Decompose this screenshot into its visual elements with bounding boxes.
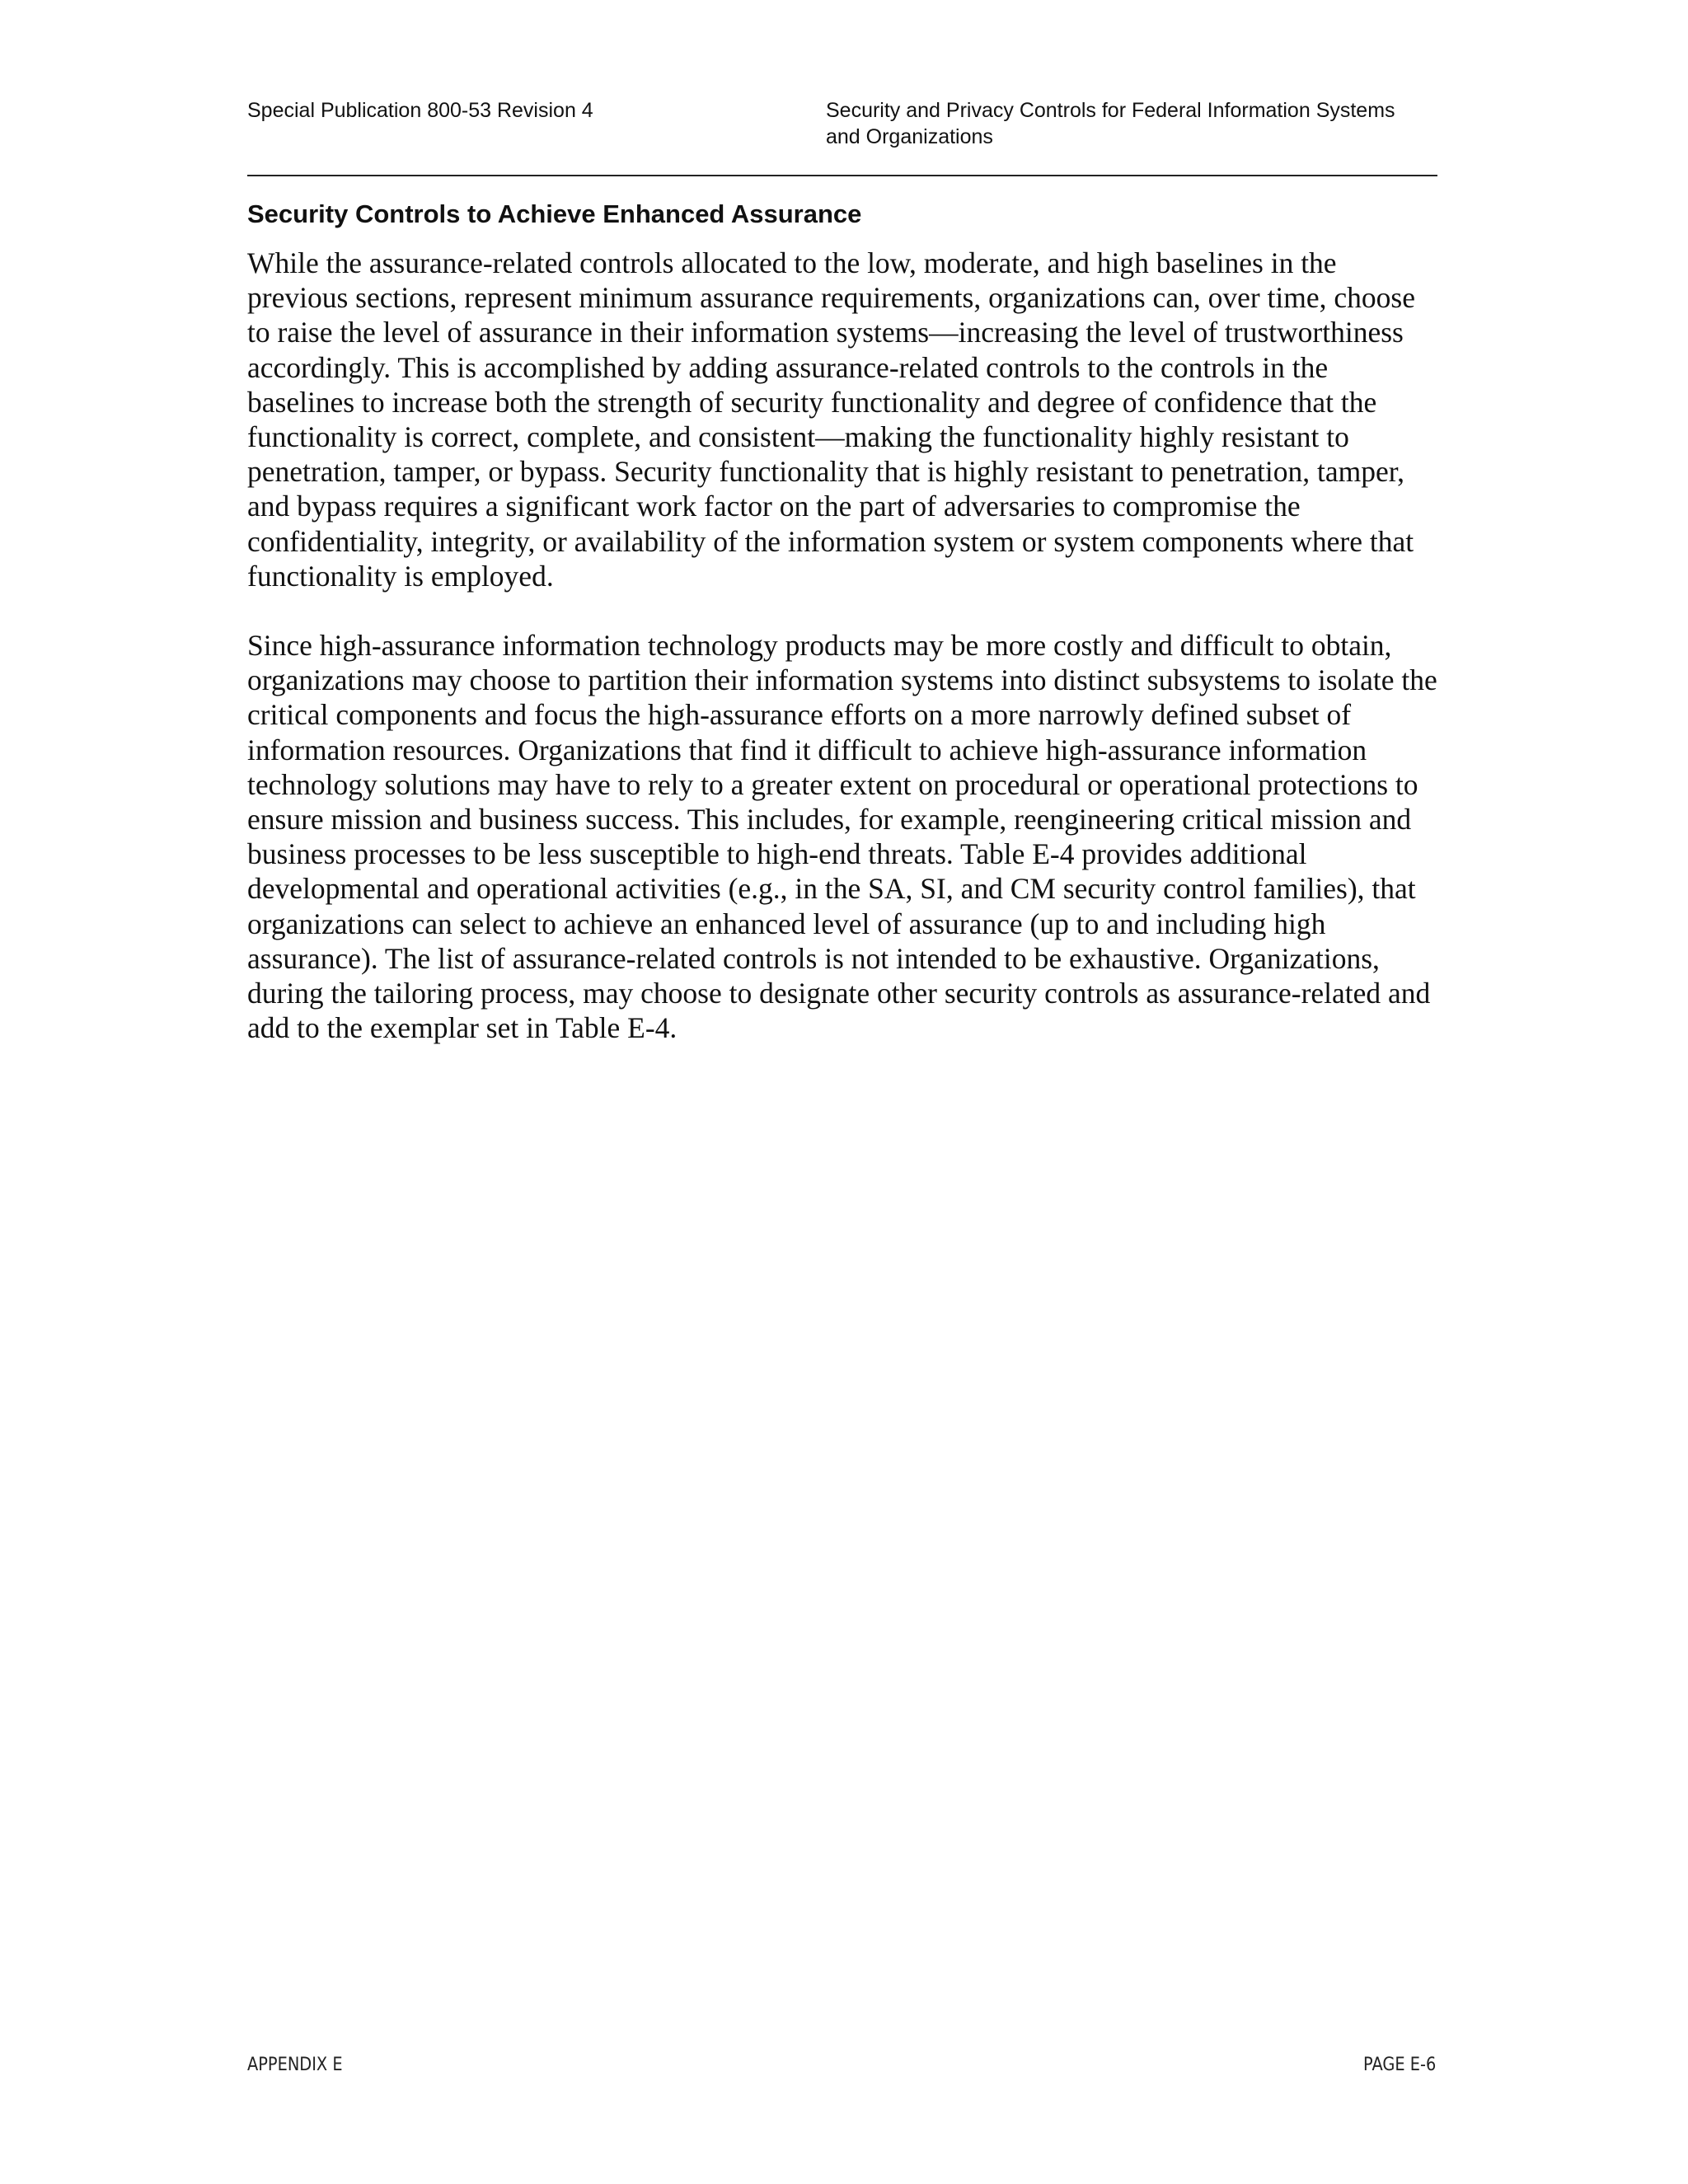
footer-page-number: PAGE E-6 [1362,2055,1436,2075]
running-header-publication: Special Publication 800-53 Revision 4 [247,99,593,122]
running-header-title-line-2: and Organizations [826,125,993,148]
running-header-title [826,97,1452,150]
body-text [247,246,1442,1080]
paragraph: While the assurance-related controls allocated to the low, moderate, and high baselines in the previous sections, represent minimum assurance requirements, organizations can, over time, choose to raise the level of assurance in their information systems—increasing the level of trustworthiness accordingly. This is accomplished by adding assurance-related controls to the controls in the baselines to increase both the strength of security functionality and degree of confidence that the functionality is correct, complete, and consistent—making the functionality highly resistant to penetration, tamper, or bypass. Security functionality that is highly resistant to penetration, tamper, and bypass requires a significant work factor on the part of adversaries to compromise the confidentiality, integrity, or availability of the information system or system components where that functionality is employed. [247,246,1415,593]
running-header-title-line-1: Security and Privacy Controls for Federal Information Systems [826,99,1395,122]
section-heading: Security Controls to Achieve Enhanced Assurance [247,199,862,228]
header-divider [247,175,1437,176]
paragraph: Since high-assurance information technology products may be more costly and difficult to obtain, organizations may choose to partition their information systems into distinct subsystems to isolate the critical components and focus the high-assurance efforts on a more narrowly defined subset of information resources. Organizations that find it difficult to achieve high-assurance information technology solutions may have to rely to a greater extent on procedural or operational protections to ensure mission and business success. This includes, for example, reengineering critical mission and business processes to be less susceptible to high-end threats. Table E-4 provides additional developmental and operational activities (e.g., in the SA, SI, and CM security control families), that organizations can select to achieve an enhanced level of assurance (up to and including high assurance). The list of assurance-related controls is not intended to be exhaustive. Organizations, during the tailoring process, may choose to designate other security controls as assurance-related and add to the exemplar set in Table E-4. [247,629,1437,1045]
footer-appendix-label: APPENDIX E [247,2055,343,2075]
